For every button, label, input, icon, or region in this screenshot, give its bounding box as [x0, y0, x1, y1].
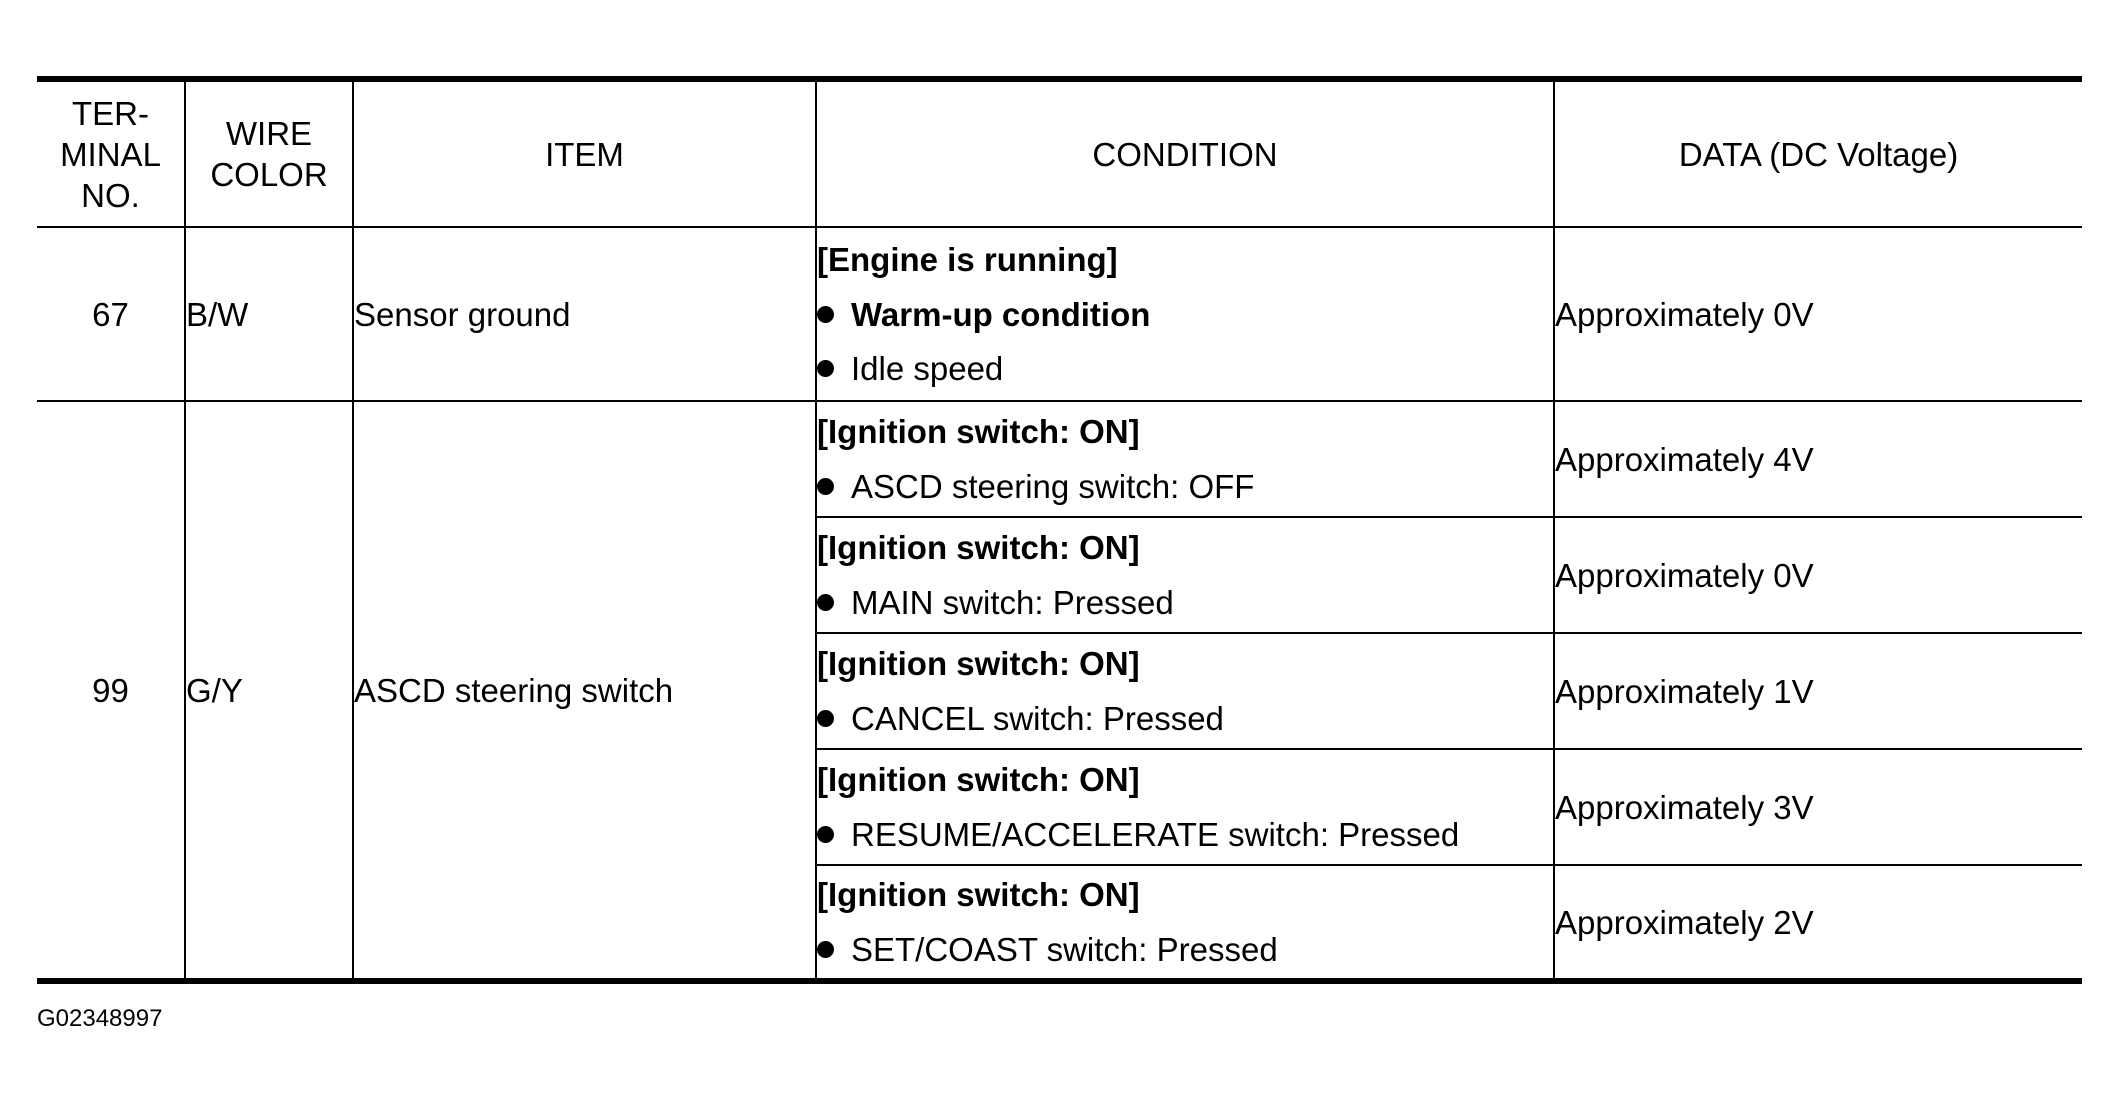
data-cell: Approximately 3V	[1554, 749, 2082, 865]
bullet-icon	[817, 360, 834, 377]
condition-heading: [Ignition switch: ON]	[817, 529, 1140, 566]
bullet-icon	[817, 478, 834, 495]
condition-heading: [Engine is running]	[817, 241, 1118, 278]
header-item: ITEM	[353, 79, 816, 227]
header-terminal-line1: TER-	[72, 94, 149, 132]
condition-heading: [Ignition switch: ON]	[817, 413, 1140, 450]
condition-heading: [Ignition switch: ON]	[817, 876, 1140, 913]
condition-bullet-text: ASCD steering switch: OFF	[851, 467, 1255, 505]
header-terminal-line3: NO.	[81, 176, 140, 214]
condition-bullet-text: CANCEL switch: Pressed	[851, 699, 1224, 737]
condition-bullet-text: SET/COAST switch: Pressed	[851, 930, 1278, 968]
bullet-icon	[817, 306, 834, 323]
terminal-data-table	[37, 76, 2082, 984]
condition-bullet	[817, 807, 1553, 861]
condition-bullet	[817, 575, 1553, 629]
data-cell: Approximately 4V	[1554, 401, 2082, 517]
header-data: DATA (DC Voltage)	[1554, 79, 2082, 227]
header-condition: CONDITION	[816, 79, 1554, 227]
condition-cell	[816, 401, 1554, 517]
figure-id: G02348997	[37, 1005, 163, 1032]
condition-heading: [Ignition switch: ON]	[817, 645, 1140, 682]
condition-cell	[816, 227, 1554, 401]
condition-bullet-text: Idle speed	[851, 349, 1004, 387]
condition-bullet	[817, 691, 1553, 745]
condition-bullet	[817, 459, 1553, 513]
condition-cell	[816, 865, 1554, 981]
bullet-icon	[817, 941, 834, 958]
condition-bullet	[817, 922, 1553, 976]
condition-heading: [Ignition switch: ON]	[817, 761, 1140, 798]
condition-bullet	[817, 341, 1553, 395]
wire-color-cell: B/W	[185, 227, 353, 401]
condition-bullet-text: RESUME/ACCELERATE switch: Pressed	[851, 815, 1460, 853]
condition-cell	[816, 749, 1554, 865]
header-terminal-line2: MINAL	[60, 135, 161, 173]
data-cell: Approximately 1V	[1554, 633, 2082, 749]
wire-color-cell: G/Y	[185, 401, 353, 981]
condition-cell	[816, 633, 1554, 749]
data-cell: Approximately 2V	[1554, 865, 2082, 981]
data-cell: Approximately 0V	[1554, 517, 2082, 633]
data-cell: Approximately 0V	[1554, 227, 2082, 401]
terminal-no-cell: 99	[37, 401, 185, 981]
item-cell: ASCD steering switch	[353, 401, 816, 981]
terminal-no-cell: 67	[37, 227, 185, 401]
header-wire-line1: WIRE	[225, 115, 313, 152]
condition-cell	[816, 517, 1554, 633]
bullet-icon	[817, 826, 834, 843]
condition-bullet-text: MAIN switch: Pressed	[851, 583, 1174, 621]
header-wire-line2: COLOR	[210, 156, 328, 193]
header-terminal-no	[37, 79, 185, 227]
table-row	[37, 227, 2082, 401]
condition-bullet-text: Warm-up condition	[851, 295, 1151, 333]
item-cell: Sensor ground	[353, 227, 816, 401]
header-wire-color	[185, 79, 353, 227]
table-row	[37, 401, 2082, 517]
bullet-icon	[817, 710, 834, 727]
header-row	[37, 79, 2082, 227]
bullet-icon	[817, 594, 834, 611]
condition-bullet	[817, 287, 1553, 341]
